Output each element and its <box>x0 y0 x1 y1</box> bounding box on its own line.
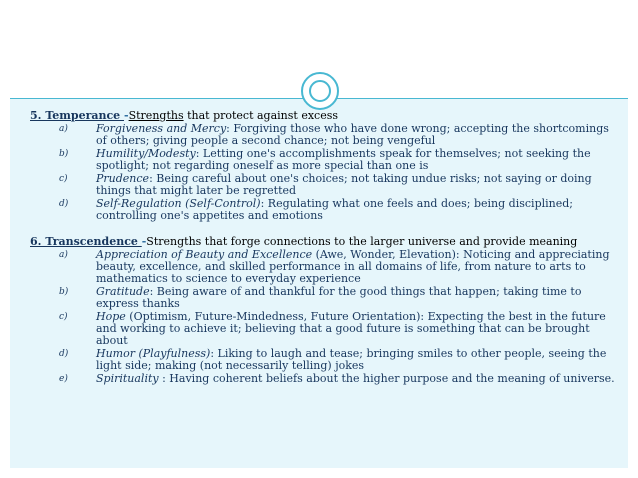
item-marker: c) <box>59 312 68 322</box>
item-term: Hope <box>96 310 126 323</box>
item-term: Gratitude <box>96 285 150 298</box>
item-text: (Awe, Wonder, Elevation): Noticing and appreciating beauty, excellence, and skilled performance in all domains of life, from nature to arts to mathematics to science to everyday experience <box>96 248 610 285</box>
list-item <box>30 123 620 147</box>
item-body <box>96 249 620 285</box>
item-term: Appreciation of Beauty and Excellence <box>96 248 313 261</box>
item-marker: a) <box>59 124 68 134</box>
list-item <box>30 148 620 172</box>
section-lead-underlined: Strengths <box>128 109 184 122</box>
item-body <box>96 173 620 197</box>
circle-ornament-inner <box>309 80 331 102</box>
item-term: Humility/Modesty <box>96 147 196 160</box>
section-dash: - <box>124 109 129 122</box>
item-marker: b) <box>59 287 69 297</box>
item-body <box>96 286 620 310</box>
slide <box>10 10 628 468</box>
item-marker: d) <box>59 199 69 209</box>
item-term: Prudence <box>96 172 150 185</box>
slide-content <box>30 110 620 385</box>
list-item <box>30 348 620 372</box>
item-text: : Liking to laugh and tease; bringing smiles to other people, seeing the light side; making (not necessarily telling) jokes <box>96 347 607 372</box>
section-number: 6. Transcendence <box>30 235 142 248</box>
section-heading-temperance <box>30 110 620 122</box>
item-text: : Being careful about one's choices; not taking undue risks; not saying or doing things that might later be regretted <box>96 172 592 197</box>
section-lead: that protect against excess <box>183 109 338 122</box>
list-item <box>30 311 620 347</box>
list-item <box>30 198 620 222</box>
item-marker: d) <box>59 349 69 359</box>
item-text: : Being aware of and thankful for the good things that happen; taking time to express thanks <box>96 285 582 310</box>
item-text: (Optimism, Future-Mindedness, Future Orientation): Expecting the best in the future and working to achieve it; believing that a good future is something that can be brought about <box>96 310 606 347</box>
item-body <box>96 373 620 385</box>
item-text: : Regulating what one feels and does; being disciplined; controlling one's appetites and emotions <box>96 197 573 222</box>
section-spacer <box>30 222 620 236</box>
section-lead: Strengths that forge connections to the larger universe and provide meaning <box>146 235 578 248</box>
item-body <box>96 311 620 347</box>
section-dash: - <box>141 235 147 248</box>
list-item <box>30 373 620 385</box>
section-heading-transcendence <box>30 236 620 248</box>
item-term: Spirituality <box>96 372 159 385</box>
item-body <box>96 148 620 172</box>
item-text: : Letting one's accomplishments speak for themselves; not seeking the spotlight; not regarding oneself as more special than one is <box>96 147 591 172</box>
circle-ornament-icon <box>301 72 339 110</box>
list-item <box>30 173 620 197</box>
item-term: Forgiveness and Mercy <box>96 122 227 135</box>
item-marker: e) <box>59 374 68 384</box>
item-text: : Having coherent beliefs about the higher purpose and the meaning of universe. <box>158 372 615 385</box>
item-marker: b) <box>59 149 69 159</box>
item-term: Humor (Playfulness) <box>96 347 211 360</box>
item-marker: c) <box>59 174 68 184</box>
list-item <box>30 286 620 310</box>
section-number: 5. Temperance <box>30 109 125 122</box>
item-term: Self-Regulation (Self-Control) <box>96 197 261 210</box>
item-body <box>96 198 620 222</box>
list-item <box>30 249 620 285</box>
item-body <box>96 123 620 147</box>
item-marker: a) <box>59 250 68 260</box>
item-body <box>96 348 620 372</box>
item-text: : Forgiving those who have done wrong; accepting the shortcomings of others; giving people a second chance; not being vengeful <box>96 122 609 147</box>
